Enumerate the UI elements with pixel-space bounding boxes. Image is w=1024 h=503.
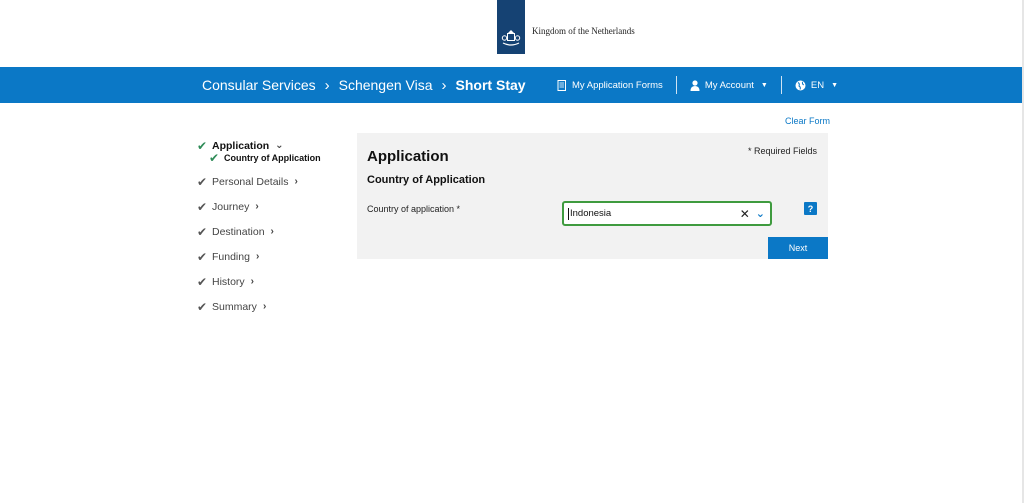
country-select-value: Indonesia xyxy=(570,208,612,219)
sidebar-item-label: Personal Details xyxy=(212,175,289,188)
check-icon: ✔ xyxy=(197,199,208,214)
sidebar-item-label: History xyxy=(212,275,245,288)
sidebar-subitem-country-of-application[interactable] xyxy=(197,151,347,165)
breadcrumb-consular-services[interactable]: Consular Services xyxy=(202,77,316,93)
breadcrumb-short-stay: Short Stay xyxy=(455,77,526,93)
sidebar-item-label: Summary xyxy=(212,300,257,313)
chevron-right-icon: › xyxy=(255,251,260,262)
chevron-right-icon: › xyxy=(255,201,259,212)
check-icon: ✔ xyxy=(197,224,208,239)
main-navbar xyxy=(0,67,1022,103)
globe-icon xyxy=(795,80,806,91)
caret-down-icon: ▼ xyxy=(831,81,838,89)
check-icon: ✔ xyxy=(209,151,220,165)
breadcrumb-schengen-visa[interactable]: Schengen Visa xyxy=(338,77,433,93)
my-account-menu[interactable] xyxy=(690,80,768,91)
chevron-down-icon[interactable]: ⌄ xyxy=(755,208,765,220)
country-of-application-select[interactable] xyxy=(562,201,772,226)
sidebar-item-history[interactable] xyxy=(197,269,347,294)
nav-divider xyxy=(676,76,677,94)
breadcrumb xyxy=(202,67,526,103)
sidebar-item-personal-details[interactable] xyxy=(197,169,347,194)
document-icon xyxy=(557,80,567,91)
clear-selection-icon[interactable]: ✕ xyxy=(739,206,750,221)
chevron-right-icon: › xyxy=(441,76,447,94)
text-cursor xyxy=(568,208,569,220)
sidebar-item-label: Funding xyxy=(212,250,250,263)
my-application-forms-label: My Application Forms xyxy=(572,79,663,91)
chevron-right-icon: › xyxy=(324,76,330,94)
sidebar-item-summary[interactable] xyxy=(197,294,347,319)
page-title: Application xyxy=(367,148,449,165)
check-icon: ✔ xyxy=(197,299,208,314)
check-icon: ✔ xyxy=(197,274,208,289)
caret-down-icon: ▼ xyxy=(760,81,768,89)
my-account-label: My Account xyxy=(704,79,754,91)
chevron-right-icon: › xyxy=(294,176,298,187)
sidebar-item-label: Destination xyxy=(212,225,265,238)
country-of-application-label: Country of application * xyxy=(367,204,461,214)
language-label: EN xyxy=(810,79,825,91)
sidebar-item-label: Journey xyxy=(212,200,250,213)
sidebar-item-funding[interactable] xyxy=(197,244,347,269)
sidebar-item-label: Application xyxy=(212,139,270,152)
check-icon: ✔ xyxy=(197,174,208,189)
form-panel xyxy=(357,133,828,259)
required-fields-note: * Required Fields xyxy=(747,146,817,156)
my-application-forms-link[interactable] xyxy=(557,80,663,91)
nav-divider xyxy=(781,76,782,94)
clear-form-link[interactable]: Clear Form xyxy=(785,116,831,126)
help-icon[interactable]: ? xyxy=(804,202,817,215)
sidebar-item-destination[interactable] xyxy=(197,219,347,244)
check-icon: ✔ xyxy=(197,249,208,264)
chevron-right-icon: › xyxy=(250,276,255,287)
language-selector[interactable] xyxy=(795,80,838,91)
user-icon xyxy=(690,80,700,91)
chevron-right-icon: › xyxy=(262,301,267,312)
section-title: Country of Application xyxy=(367,174,486,186)
logo-text: Kingdom of the Netherlands xyxy=(532,26,635,36)
sidebar-item-journey[interactable] xyxy=(197,194,347,219)
next-button[interactable]: Next xyxy=(768,237,828,259)
chevron-right-icon: › xyxy=(270,226,274,237)
sidebar-subitem-label: Country of Application xyxy=(224,153,321,163)
site-logo[interactable] xyxy=(497,0,635,54)
nav-right-links xyxy=(557,67,838,103)
check-icon: ✔ xyxy=(197,138,208,153)
chevron-down-icon: ⌄ xyxy=(275,140,284,151)
coat-of-arms-icon xyxy=(497,0,525,54)
step-sidebar xyxy=(197,133,347,319)
